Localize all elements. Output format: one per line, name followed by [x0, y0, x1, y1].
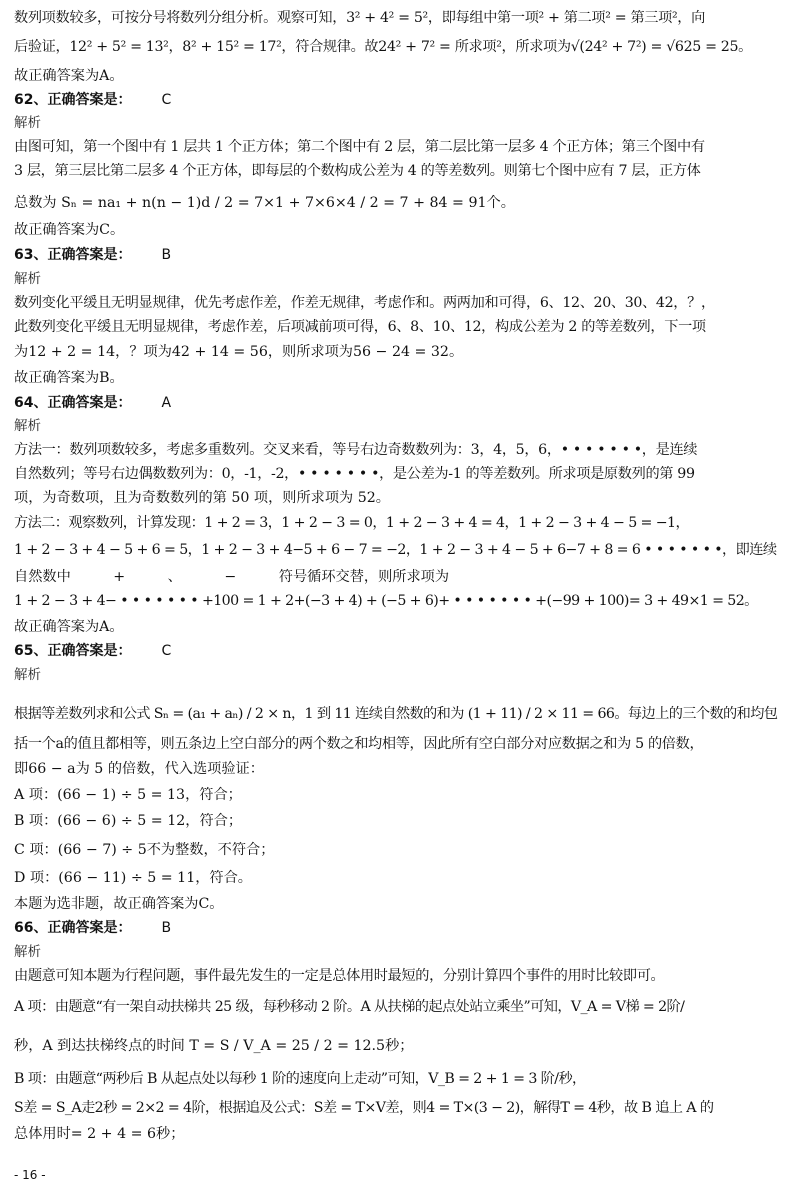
- option-line: A 项：(66 − 1) ÷ 5 = 13，符合；: [14, 787, 242, 803]
- option-line: D 项：(66 − 11) ÷ 5 = 11，符合。: [14, 870, 252, 886]
- answer-label: 正确答案是：: [47, 395, 132, 411]
- text-line: 故正确答案为A。: [14, 619, 124, 635]
- text-line: 故正确答案为B。: [14, 370, 124, 386]
- text-line: S差 = S_A走2秒 = 2×2 = 4阶，根据追及公式：S差 = T×V差，则4 = T×(3 − 2)，解得T = 4秒，故 B 追上 A 的: [14, 1100, 714, 1116]
- text-line: 数列项数较多，可按分号将数列分组分析。观察可知，3² + 4² = 5²，即每组中第一项² + 第二项² = 第三项²，向: [14, 10, 705, 26]
- text-line: 3 层，第三层比第二层多 4 个正方体，即每层的个数构成公差为 4 的等差数列。则第七个图中应有 7 层，正方体: [14, 163, 701, 179]
- question-number: 62、: [14, 92, 48, 108]
- question-number: 63、: [14, 247, 48, 263]
- question-heading: [14, 393, 786, 413]
- text-line: 项，为奇数项，且为奇数数列的第 50 项，则所求项为 52。: [14, 490, 390, 506]
- option-line: C 项：(66 − 7) ÷ 5不为整数，不符合；: [14, 842, 275, 858]
- page-number: - 16 -: [14, 1168, 46, 1182]
- text-line: B 项：由题意“两秒后 B 从起点处以每秒 1 阶的速度向上走动”可知，V_B = 2 + 1 = 3 阶/秒，: [14, 1071, 586, 1087]
- text-line: 自然数列；等号右边偶数数列为：0，-1，-2，• • • • • • •，是公差为-1 的等差数列。所求项是原数列的第 99: [14, 466, 695, 482]
- text-line: 自然数中 + 、 − 符号循环交替，则所求项为: [14, 569, 450, 585]
- question-number: 66、: [14, 920, 48, 936]
- analysis-label: 解析: [14, 115, 41, 131]
- answer-value: C: [161, 643, 172, 659]
- text-line: 故正确答案为A。: [14, 68, 124, 84]
- answer-value: B: [161, 247, 172, 263]
- formula-line: 总数为 Sₙ = na₁ + n(n − 1)d / 2 = 7×1 + 7×6×4 / 2 = 7 + 84 = 91个。: [14, 195, 515, 211]
- text-line: 本题为选非题，故正确答案为C。: [14, 896, 224, 912]
- text-line: 后验证，12² + 5² = 13²，8² + 15² = 17²，符合规律。故24² + 7² = 所求项²，所求项为√(24² + 7²) = √625 = 25。: [14, 39, 752, 55]
- analysis-label: 解析: [14, 418, 41, 434]
- analysis-label: 解析: [14, 271, 41, 287]
- text-line: 为12 + 2 = 14，？项为42 + 14 = 56，则所求项为56 − 24 = 32。: [14, 344, 464, 360]
- text-line: 此数列变化平缓且无明显规律，考虑作差，后项减前项可得，6、8、10、12，构成公差为 2 的等差数列，下一项: [14, 319, 706, 335]
- answer-value: A: [161, 395, 172, 411]
- text-line: 故正确答案为C。: [14, 222, 125, 238]
- analysis-label: 解析: [14, 944, 41, 960]
- answer-label: 正确答案是：: [47, 247, 132, 263]
- answer-value: C: [161, 92, 172, 108]
- answer-value: B: [161, 920, 172, 936]
- answer-label: 正确答案是：: [47, 92, 132, 108]
- question-number: 64、: [14, 395, 48, 411]
- question-number: 65、: [14, 643, 48, 659]
- answer-label: 正确答案是：: [47, 643, 132, 659]
- text-line: 数列变化平缓且无明显规律，优先考虑作差，作差无规律，考虑作和。两两加和可得，6、12、20、30、42，？，: [14, 295, 715, 311]
- text-line: 由题意可知本题为行程问题，事件最先发生的一定是总体用时最短的，分别计算四个事件的用时比较即可。: [14, 968, 665, 984]
- option-line: B 项：(66 − 6) ÷ 5 = 12，符合；: [14, 813, 243, 829]
- text-line: 括一个a的值且都相等，则五条边上空白部分的两个数之和均相等，因此所有空白部分对应数据之和为 5 的倍数，: [14, 736, 704, 752]
- text-line: 1 + 2 − 3 + 4 − 5 + 6 = 5，1 + 2 − 3 + 4−5 + 6 − 7 = −2，1 + 2 − 3 + 4 − 5 + 6−7 + 8 = 6 • • • • • • •，即连续: [14, 542, 777, 558]
- text-line: 方法一：数列项数较多，考虑多重数列。交叉来看，等号右边奇数数列为：3，4，5，6，• • • • • • •，是连续: [14, 442, 698, 458]
- text-line: A 项：由题意“有一架自动扶梯共 25 级，每秒移动 2 阶。A 从扶梯的起点处站立乘坐”可知，V_A = V梯 = 2阶/: [14, 999, 685, 1015]
- question-heading: [14, 90, 786, 110]
- formula-line: 秒，A 到达扶梯终点的时间 T = S / V_A = 25 / 2 = 12.5秒；: [14, 1038, 414, 1054]
- text-line: 1 + 2 − 3 + 4− • • • • • • • +100 = 1 + 2+(−3 + 4) + (−5 + 6)+ • • • • • • • +(−99 + 100)= 3 + 49×1 = 52。: [14, 593, 758, 609]
- question-heading: [14, 245, 786, 265]
- answer-label: 正确答案是：: [47, 920, 132, 936]
- text-line: 总体用时= 2 + 4 = 6秒；: [14, 1126, 185, 1142]
- text-line: 方法二：观察数列，计算发现：1 + 2 = 3，1 + 2 − 3 = 0，1 + 2 − 3 + 4 = 4，1 + 2 − 3 + 4 − 5 = −1，: [14, 515, 690, 531]
- question-heading: [14, 641, 786, 661]
- text-line: 即66 − a为 5 的倍数，代入选项验证：: [14, 761, 264, 777]
- question-heading: [14, 918, 786, 938]
- analysis-label: 解析: [14, 667, 41, 683]
- formula-line: 根据等差数列求和公式 Sₙ = (a₁ + aₙ) / 2 × n，1 到 11 连续自然数的和为 (1 + 11) / 2 × 11 = 66。每边上的三个数的和均包: [14, 706, 778, 722]
- text-line: 由图可知，第一个图中有 1 层共 1 个正方体；第二个图中有 2 层，第二层比第一层多 4 个正方体；第三个图中有: [14, 139, 705, 155]
